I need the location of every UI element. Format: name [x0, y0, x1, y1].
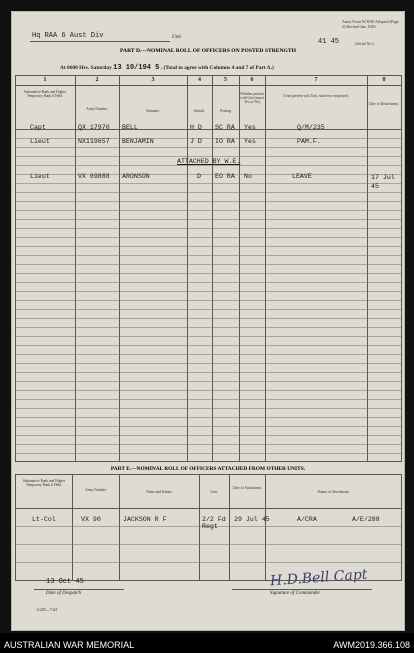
rule-line	[15, 562, 401, 563]
rule-line	[15, 345, 401, 346]
e-header-unit: Unit.	[210, 490, 218, 494]
table-row	[12, 173, 404, 193]
rule-line	[15, 390, 401, 391]
unit-underline	[30, 41, 170, 42]
cell-posting: EO RA	[215, 173, 235, 180]
e-header-attachment-date: Date of Attachment.	[232, 486, 263, 490]
cell-nature: A/CRA	[297, 516, 317, 523]
cell-attachment-date: 29 Jul 45	[234, 516, 270, 523]
rule-line	[15, 282, 401, 283]
e-header-rank: Substantive Rank and Higher Temporary Rank if Held.	[22, 479, 66, 488]
archive-caption-bar	[0, 633, 414, 653]
rule-line	[15, 399, 401, 400]
cell-initials: H D	[190, 124, 202, 131]
table-row	[12, 516, 404, 536]
rule-line	[15, 264, 401, 265]
rule-line	[15, 372, 401, 373]
rule-line	[15, 300, 401, 301]
header-army-number: Army Number.	[86, 107, 108, 111]
cell-surname: BELL	[122, 124, 138, 131]
col-number-6: 6	[250, 77, 254, 83]
attached-by-we-heading: ATTACHED BY W.E.	[177, 158, 241, 165]
rule-line	[15, 327, 401, 328]
caption-right: AWM2019.366.108	[333, 640, 410, 650]
part-d-title: PART D.—NOMINAL ROLL OF OFFICERS ON POSTED STRENGTH	[120, 48, 296, 54]
cell-initials: D	[197, 173, 201, 180]
cell-posting: SC RA	[215, 124, 235, 131]
rule-line	[15, 417, 401, 418]
cell-initials: J D	[190, 138, 202, 145]
col-number-7: 7	[314, 77, 318, 83]
cell-rank: Lt-Col	[32, 516, 56, 523]
rule-line	[15, 228, 401, 229]
cell-detachment-date: 17 Jul 45	[371, 174, 395, 190]
col-number-2: 2	[95, 77, 99, 83]
form-reference: Army Form W.3030 Adapted (Page 2) Revised Jan. 1943	[342, 19, 399, 29]
col-number-5: 5	[224, 77, 227, 83]
caption-left: AUSTRALIAN WAR MEMORIAL	[4, 640, 135, 650]
table-row	[12, 138, 404, 150]
header-rank: Substantive Rank and Higher Temporary Rank if Held.	[23, 90, 67, 99]
signature-underline	[232, 589, 372, 590]
header-surname: Surname.	[146, 109, 160, 113]
part-d-top-border	[15, 75, 401, 76]
rule-line	[15, 354, 401, 355]
rule-line	[15, 246, 401, 247]
unit-label: Unit	[172, 35, 181, 40]
cell-present: No	[244, 173, 252, 180]
serial-value: 41 45	[318, 38, 340, 46]
cell-number: VX 69888	[78, 173, 110, 180]
header-present: Whether present with Unit (insert Yes or No)	[240, 92, 264, 105]
header-posting: Posting	[220, 109, 231, 113]
cell-rank: Lieut	[30, 173, 50, 180]
rule-line	[15, 210, 401, 211]
cell-unit: 2/2 Fd Regt	[202, 516, 226, 530]
unit-value: Hq RAA 6 Aust Div	[32, 32, 104, 40]
cell-employed: Q/M/235	[297, 124, 325, 131]
rule-line	[15, 318, 401, 319]
cell-name: JACKSON R F	[123, 516, 167, 523]
header-employed: If not present with Unit, state how employed.	[283, 94, 349, 98]
e-header-army-number: Army Number.	[85, 488, 107, 492]
cell-number: QX 17970	[78, 124, 110, 131]
document-page	[11, 11, 405, 631]
cell-surname: ARONSON	[122, 173, 150, 180]
e-header-nature: Nature of Attachment.	[317, 490, 350, 494]
header-initials: Initials.	[194, 109, 205, 113]
rule-line	[15, 444, 401, 445]
rule-line	[15, 165, 401, 166]
serial-label: (Serial No.)	[355, 41, 374, 46]
cell-reference: A/E/288	[352, 516, 380, 523]
col-number-4: 4	[198, 77, 201, 83]
cell-number: VX 90	[81, 516, 101, 523]
rule-line	[15, 426, 401, 427]
rule-line	[15, 201, 401, 202]
header-detachment-date: Date of Detachment.	[369, 102, 399, 106]
rule-line	[15, 435, 401, 436]
at-prefix: At 0600 Hrs. Saturday	[60, 65, 112, 71]
part-e-title: PART E.—NOMINAL ROLL OF OFFICERS ATTACHED FROM OTHER UNITS.	[110, 466, 306, 472]
rule-line	[15, 363, 401, 364]
cell-number: NX119657	[78, 138, 110, 145]
rule-line	[15, 156, 401, 157]
cell-employed: PAM.F.	[297, 138, 321, 145]
part-d-time-line	[60, 64, 274, 72]
print-reference: 11205—7/44	[36, 607, 57, 612]
rule-line	[15, 219, 401, 220]
col-number-1: 1	[43, 77, 47, 83]
cell-rank: Capt	[30, 124, 46, 131]
rule-line	[15, 273, 401, 274]
rule-line	[15, 544, 401, 545]
commander-signature: H.D.Bell Capt	[269, 566, 368, 590]
rule-line	[15, 237, 401, 238]
col-number-8: 8	[382, 77, 386, 83]
cell-posting: IO RA	[215, 138, 235, 145]
rule-line	[15, 309, 401, 310]
at-suffix: . (Total to agree with Columns 4 and 7 of Part A.)	[160, 65, 274, 71]
despatch-underline	[34, 589, 124, 590]
date-value: 13 10/194 5	[113, 64, 160, 72]
cell-surname: BENJAMIN	[122, 138, 154, 145]
part-d-bottom-border	[15, 461, 401, 462]
rule-line	[15, 381, 401, 382]
cell-employed: LEAVE	[292, 173, 312, 180]
rule-line	[15, 291, 401, 292]
rule-line	[15, 336, 401, 337]
rule-line	[15, 255, 401, 256]
e-header-name: Name and Initials.	[146, 490, 173, 494]
cell-present: Yes	[244, 124, 256, 131]
cell-rank: Lieut	[30, 138, 50, 145]
column-number-divider	[15, 85, 401, 86]
cell-present: Yes	[244, 138, 256, 145]
signature-label: Signature of Commander	[270, 591, 321, 596]
rule-line	[15, 453, 401, 454]
despatch-label: Date of Despatch	[46, 591, 81, 596]
col-number-3: 3	[151, 77, 155, 83]
despatch-date: 13 Oct 45	[46, 578, 84, 586]
rule-line	[15, 408, 401, 409]
table-row	[12, 124, 404, 136]
